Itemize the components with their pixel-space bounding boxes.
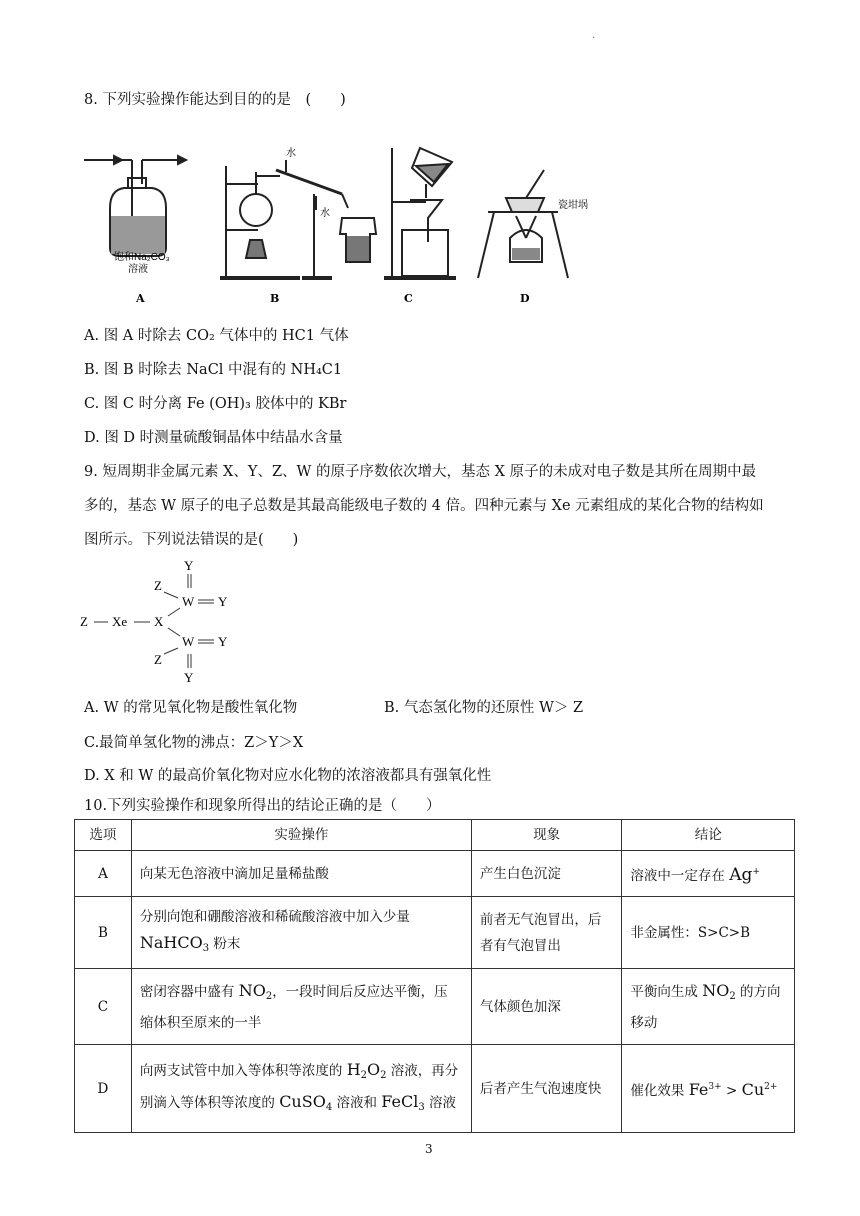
fig-label-a: A bbox=[136, 292, 145, 305]
table-header-row bbox=[75, 820, 795, 851]
q9-stem-line2: 多的，基态 W 原子的电子总数是其最高能级电子数的 4 倍。四种元素与 Xe 元素组成的某化合物的结构如 bbox=[84, 498, 764, 514]
atom-z-top: Z bbox=[154, 578, 162, 593]
q8-apparatus-figure bbox=[80, 138, 600, 310]
atom-y-right-bottom: Y bbox=[218, 634, 228, 649]
row-b-operation: 分别向饱和硼酸溶液和稀硫酸溶液中加入少量 NaHCO$_3$ 粉末 bbox=[131, 897, 471, 969]
q9-option-a: A. W 的常见氧化物是酸性氧化物 bbox=[84, 700, 298, 716]
bottle-label-1: 饱和Na₂CO₃ bbox=[114, 252, 170, 263]
q8-stem: 8. 下列实验操作能达到目的的是 ( ) bbox=[84, 92, 346, 108]
row-c-operation: 密闭容器中盛有 $NO_2$，一段时间后反应达平衡，压 缩体积至原来的一半 bbox=[131, 969, 471, 1045]
atom-y-right-top: Y bbox=[218, 594, 228, 609]
row-a-conclusion: 溶液中一定存在 Ag+ bbox=[622, 851, 795, 897]
row-d-phenomenon: 后者产生气泡速度快 bbox=[471, 1045, 622, 1133]
table-row bbox=[75, 897, 795, 969]
table-row bbox=[75, 969, 795, 1045]
q8-option-b: B. 图 B 时除去 NaCl 中混有的 NH₄C1 bbox=[84, 362, 343, 378]
atom-xe: Xe bbox=[112, 614, 128, 629]
q9-option-b: B. 气态氢化物的还原性 W＞ Z bbox=[384, 700, 584, 716]
q9-stem-line3: 图所示。下列说法错误的是( ) bbox=[84, 532, 299, 548]
page-number: 3 bbox=[425, 1142, 433, 1156]
top-mark: . bbox=[592, 30, 596, 41]
q9-stem-line1: 9. 短周期非金属元素 X、Y、Z、W 的原子序数依次增大，基态 X 原子的未成对电子数是其所在周期中最 bbox=[84, 464, 757, 480]
row-a-phenomenon: 产生白色沉淀 bbox=[471, 851, 622, 897]
row-a-operation: 向某无色溶液中滴加足量稀盐酸 bbox=[131, 851, 471, 897]
atom-w-top: W bbox=[182, 594, 195, 609]
row-c-conclusion: 平衡向生成 $NO_2$ 的方向 移动 bbox=[622, 969, 795, 1045]
q8-option-c: C. 图 C 时分离 Fe (OH)₃ 胶体中的 KBr bbox=[84, 396, 347, 412]
atom-z-bottom: Z bbox=[154, 652, 162, 667]
row-d-option: D bbox=[75, 1045, 132, 1133]
atom-y-top: Y bbox=[184, 558, 194, 573]
q10-table bbox=[74, 819, 795, 1133]
q9-option-c: C.最简单氢化物的沸点：Z＞Y＞X bbox=[84, 735, 304, 751]
fig-label-b: B bbox=[270, 292, 280, 305]
q10-stem: 10.下列实验操作和现象所得出的结论正确的是（ ） bbox=[84, 798, 441, 814]
water-out-label: 水 bbox=[320, 208, 330, 219]
atom-x: X bbox=[154, 614, 164, 629]
row-d-operation: 向两支试管中加入等体积等浓度的 $H_2O_2$ 溶液，再分 别滴入等体积等浓度的 CuSO$_4$ 溶液和 FeCl$_3$ 溶液 bbox=[131, 1045, 471, 1133]
q8-option-a: A. 图 A 时除去 CO₂ 气体中的 HC1 气体 bbox=[84, 328, 349, 344]
fig-label-c: C bbox=[404, 292, 413, 305]
fig-label-d: D bbox=[520, 292, 530, 305]
q9-option-d: D. X 和 W 的最高价氧化物对应水化物的浓溶液都具有强氧化性 bbox=[84, 768, 492, 784]
row-c-option: C bbox=[75, 969, 132, 1045]
row-c-phenomenon: 气体颜色加深 bbox=[471, 969, 622, 1045]
atom-z-left: Z bbox=[80, 614, 88, 629]
header-operation: 实验操作 bbox=[131, 820, 471, 851]
header-conclusion: 结论 bbox=[622, 820, 795, 851]
row-b-conclusion: 非金属性：S>C>B bbox=[622, 897, 795, 969]
atom-y-bottom: Y bbox=[184, 670, 194, 685]
header-option: 选项 bbox=[75, 820, 132, 851]
table-row bbox=[75, 851, 795, 897]
table-row bbox=[75, 1045, 795, 1133]
water-in-label: 水 bbox=[286, 148, 296, 159]
row-b-phenomenon: 前者无气泡冒出，后者有气泡冒出 bbox=[471, 897, 622, 969]
row-d-conclusion: 催化效果 $Fe^{3+} > Cu^{2+}$ bbox=[622, 1045, 795, 1133]
atom-w-bottom: W bbox=[182, 634, 195, 649]
bottle-label-2: 溶液 bbox=[128, 264, 148, 275]
crucible-label: 瓷坩埚 bbox=[558, 200, 588, 211]
row-a-option: A bbox=[75, 851, 132, 897]
q8-option-d: D. 图 D 时测量硫酸铜晶体中结晶水含量 bbox=[84, 430, 343, 446]
header-phenomenon: 现象 bbox=[471, 820, 622, 851]
q9-structure-diagram bbox=[78, 558, 258, 686]
row-b-option: B bbox=[75, 897, 132, 969]
